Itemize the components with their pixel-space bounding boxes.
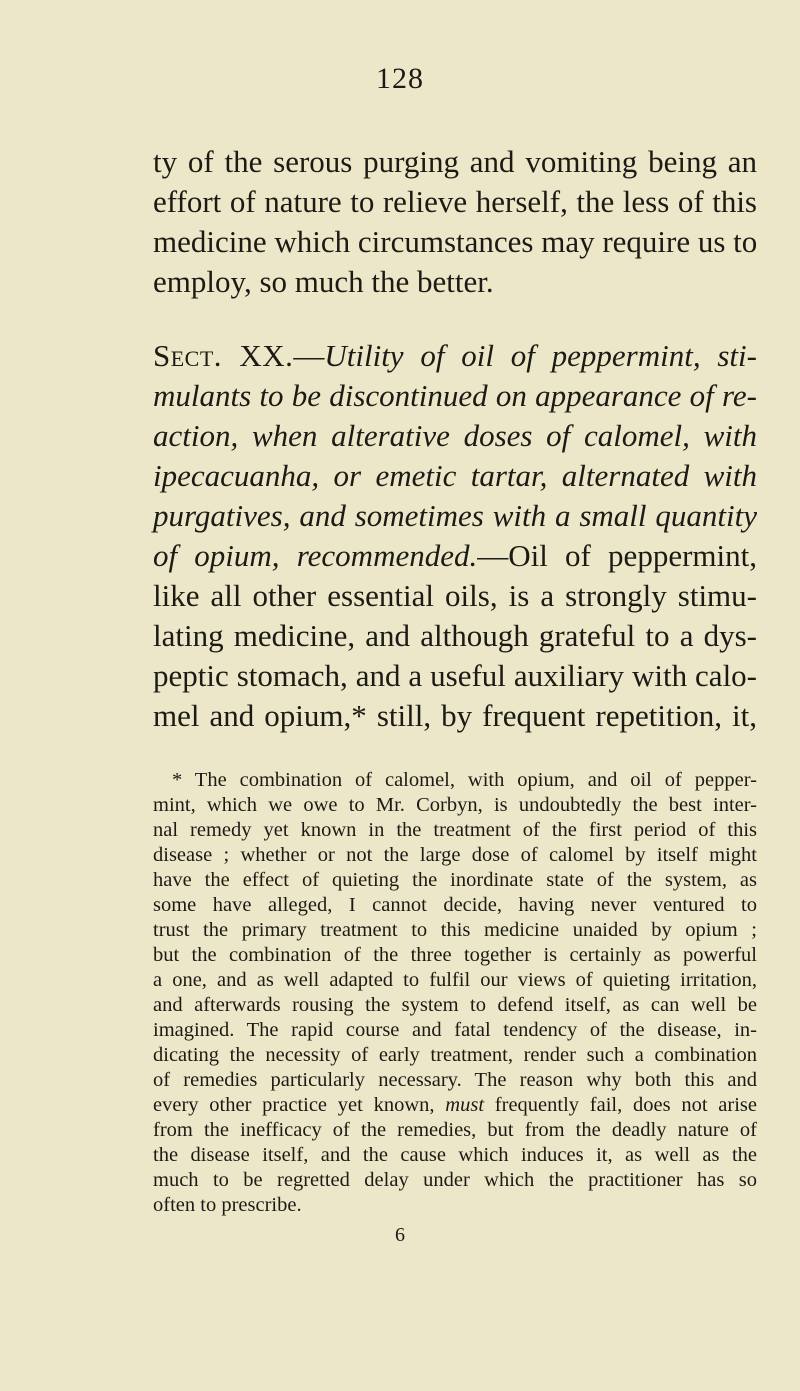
footnote-line: trust the primary treatment to this medicine unaided by opium ; xyxy=(153,919,757,941)
text-line: effort of nature to relieve herself, the less of this xyxy=(153,184,757,219)
text-line: like all other essential oils, is a strongly stimu- xyxy=(153,578,757,613)
footnote-line: disease ; whether or not the large dose of calomel by itself might xyxy=(153,844,757,866)
page-number: 128 xyxy=(376,62,424,95)
footnote-fragment: frequently fail, does not arise xyxy=(484,1094,757,1116)
footnote-emphasis: must xyxy=(445,1094,485,1116)
footnote-line: of remedies particularly necessary. The reason why both this and xyxy=(153,1069,757,1091)
footnote-line xyxy=(153,1093,757,1117)
footnote-line: * The combination of calomel, with opium, and oil of pepper- xyxy=(172,769,757,791)
footnote-line: and afterwards rousing the system to defend itself, as can well be xyxy=(153,994,757,1016)
section-label: Sect. XX. xyxy=(153,338,294,373)
footnote-line: a one, and as well adapted to fulfil our views of quieting irritation, xyxy=(153,969,757,991)
footnote-line: but the combination of the three together is certainly as powerful xyxy=(153,944,757,966)
footnote-line: have the effect of quieting the inordinate state of the system, as xyxy=(153,869,757,891)
text-line: employ, so much the better. xyxy=(153,264,494,299)
footnote-line: some have alleged, I cannot decide, having never ventured to xyxy=(153,894,757,916)
footnote-line: the disease itself, and the cause which induces it, as well as the xyxy=(153,1144,757,1166)
footnote-line: imagined. The rapid course and fatal tendency of the disease, in- xyxy=(153,1019,757,1041)
text-line: lating medicine, and although grateful to a dys- xyxy=(153,618,757,653)
section-dash: — xyxy=(293,338,325,373)
footnote-fragment: every other practice yet known, xyxy=(153,1094,446,1116)
footnote-line: often to prescribe. xyxy=(153,1194,302,1216)
section-title-line: ipecacuanha, or emetic tartar, alternated with xyxy=(153,458,757,493)
footnote-line: mint, which we owe to Mr. Corbyn, is undoubtedly the best inter- xyxy=(153,794,757,816)
text-line: medicine which circumstances may require us to xyxy=(153,224,758,259)
section-title-line: purgatives, and sometimes with a small quantity xyxy=(153,498,757,533)
section-title-line xyxy=(153,536,757,576)
footnote-line: nal remedy yet known in the treatment of the first period of this xyxy=(153,819,757,841)
footnote-line: much to be regretted delay under which the practitioner has so xyxy=(153,1169,757,1191)
signature-mark: 6 xyxy=(395,1224,405,1246)
section-title: Utility of oil of peppermint, sti- xyxy=(324,338,757,373)
text-line: mel and opium,* still, by frequent repetition, it, xyxy=(153,698,757,733)
section-title-end: of opium, recommended. xyxy=(153,538,478,573)
section-text-start: —Oil of peppermint, xyxy=(477,538,757,573)
section-title-line: action, when alterative doses of calomel, with xyxy=(153,418,757,453)
text-line: ty of the serous purging and vomiting being an xyxy=(153,144,757,179)
section-heading-line xyxy=(153,336,757,376)
footnote-line: dicating the necessity of early treatment, render such a combination xyxy=(153,1044,757,1066)
footnote-line: from the inefficacy of the remedies, but from the deadly nature of xyxy=(153,1119,757,1141)
section-title-line: mulants to be discontinued on appearance of re- xyxy=(153,378,757,413)
text-line: peptic stomach, and a useful auxiliary with calo- xyxy=(153,658,757,693)
